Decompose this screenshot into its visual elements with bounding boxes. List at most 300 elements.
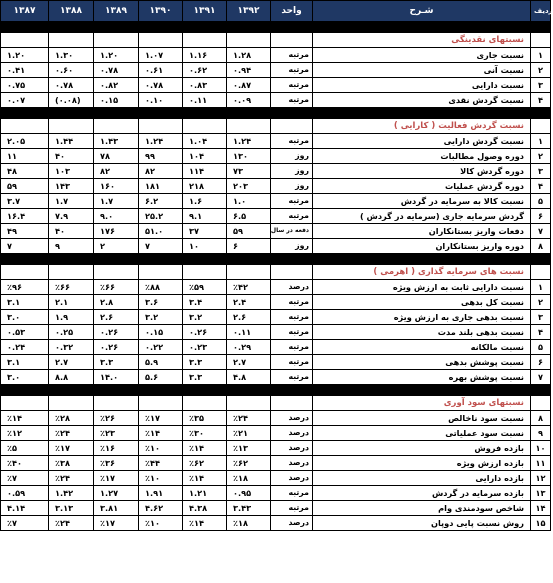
index-cell: ۶ xyxy=(531,355,551,370)
value-cell: ٪۳۰ xyxy=(183,426,227,441)
separator-cell xyxy=(227,108,271,119)
value-cell: ۳.۳ xyxy=(183,355,227,370)
value-cell: ۹.۰ xyxy=(94,209,139,224)
value-cell: ۰.۲۳ xyxy=(183,340,227,355)
year-header: ۱۳۸۹ xyxy=(94,1,139,22)
table-row xyxy=(1,370,551,385)
index-cell: ۶ xyxy=(531,209,551,224)
unit-cell: مرتبه xyxy=(271,78,313,93)
value-cell: ٪۲۳ xyxy=(94,426,139,441)
separator-cell xyxy=(313,22,531,33)
value-cell: ۶.۵ xyxy=(227,209,271,224)
table-row xyxy=(1,471,551,486)
value-cell: ۴۰ xyxy=(49,149,94,164)
description-cell: دوره گردش عملیات xyxy=(313,179,531,194)
value-cell: ۲.۶ xyxy=(94,310,139,325)
empty-cell xyxy=(49,265,94,280)
separator-cell xyxy=(1,254,49,265)
value-cell: ۲۱۸ xyxy=(183,179,227,194)
index-cell: ۲ xyxy=(531,149,551,164)
index-cell: ۸ xyxy=(531,411,551,426)
value-cell: ۱.۲۱ xyxy=(183,486,227,501)
value-cell: ٪۱۷ xyxy=(94,471,139,486)
value-cell: ۳.۳ xyxy=(183,370,227,385)
index-cell: ۸ xyxy=(531,239,551,254)
value-cell: ۰.۶۲ xyxy=(183,63,227,78)
table-row xyxy=(1,164,551,179)
table-row xyxy=(1,426,551,441)
table-row xyxy=(1,456,551,471)
description-cell: نسبت کل بدهی xyxy=(313,295,531,310)
empty-cell xyxy=(49,33,94,48)
unit-cell: مرتبه xyxy=(271,134,313,149)
table-row xyxy=(1,355,551,370)
table-row xyxy=(1,93,551,108)
description-cell: دوره وصول مطالبات xyxy=(313,149,531,164)
value-cell: ۲.۶ xyxy=(227,310,271,325)
value-cell: ۰.۷۸ xyxy=(49,78,94,93)
description-cell: دوره گردش کالا xyxy=(313,164,531,179)
value-cell: ۰.۲۵ xyxy=(49,325,94,340)
unit-cell: درصد xyxy=(271,516,313,531)
unit-cell: مرتبه xyxy=(271,295,313,310)
value-cell: ۳.۶ xyxy=(139,295,183,310)
value-cell: ۰.۲۴ xyxy=(1,340,49,355)
empty-cell xyxy=(227,33,271,48)
separator-cell xyxy=(531,254,551,265)
value-cell: ۰.۳۲ xyxy=(49,340,94,355)
description-cell: نسبت جاری xyxy=(313,48,531,63)
value-cell: ۰.۲۶ xyxy=(94,325,139,340)
section-separator xyxy=(1,254,551,265)
section-title-row xyxy=(1,119,551,134)
value-cell: ۲۵.۲ xyxy=(139,209,183,224)
description-cell: بازده دارایی xyxy=(313,471,531,486)
table-row xyxy=(1,280,551,295)
value-cell: ۰.۹۵ xyxy=(227,486,271,501)
index-cell: ۳ xyxy=(531,310,551,325)
table-row xyxy=(1,149,551,164)
value-cell: ٪۱۸ xyxy=(227,516,271,531)
value-cell: ٪۳۶ xyxy=(94,456,139,471)
table-row xyxy=(1,501,551,516)
value-cell: ۳.۳ xyxy=(94,355,139,370)
value-cell: ٪۱۸ xyxy=(227,471,271,486)
value-cell: ۱.۲۰ xyxy=(1,48,49,63)
empty-cell xyxy=(531,119,551,134)
separator-cell xyxy=(271,254,313,265)
unit-cell: درصد xyxy=(271,471,313,486)
unit-cell: مرتبه xyxy=(271,48,313,63)
value-cell: ۸۲ xyxy=(94,164,139,179)
section-title-row xyxy=(1,396,551,411)
table-row xyxy=(1,325,551,340)
value-cell: ٪۱۴ xyxy=(139,426,183,441)
value-cell: ۱.۰۷ xyxy=(139,48,183,63)
value-cell: ٪۴۲ xyxy=(227,280,271,295)
value-cell: ۱۷۶ xyxy=(94,224,139,239)
description-cell: بازده سرمایه در گردش xyxy=(313,486,531,501)
value-cell: ۰.۱۵ xyxy=(139,325,183,340)
value-cell: ۳.۱ xyxy=(1,355,49,370)
empty-cell xyxy=(183,265,227,280)
value-cell: ٪۳۸ xyxy=(49,456,94,471)
value-cell: ۱.۴۲ xyxy=(49,486,94,501)
index-cell: ۴ xyxy=(531,179,551,194)
value-cell: ۰.۶۰ xyxy=(49,63,94,78)
value-cell: ۰.۹۴ xyxy=(227,63,271,78)
table-row xyxy=(1,194,551,209)
value-cell: ٪۲۴ xyxy=(49,426,94,441)
value-cell: ۵۹ xyxy=(227,224,271,239)
empty-cell xyxy=(94,396,139,411)
value-cell: ۱.۲۰ xyxy=(94,48,139,63)
description-cell: روش نسبت پایی دوپان xyxy=(313,516,531,531)
unit-cell: مرتبه xyxy=(271,93,313,108)
value-cell: ۱۱۴ xyxy=(183,164,227,179)
description-cell: نسبت آنی xyxy=(313,63,531,78)
value-cell: ۳.۴۳ xyxy=(227,501,271,516)
value-cell: ۱۰۴ xyxy=(183,149,227,164)
value-cell: ۱۱ xyxy=(1,149,49,164)
description-cell: نسبت مالکانه xyxy=(313,340,531,355)
index-cell: ۱ xyxy=(531,280,551,295)
table-body xyxy=(1,1,551,531)
value-cell: ٪۲۴ xyxy=(49,471,94,486)
value-cell: ٪۱۴ xyxy=(183,516,227,531)
value-cell: ۱.۲۷ xyxy=(94,486,139,501)
description-cell: گردش سرمایه جاری (سرمایه در گردش ) xyxy=(313,209,531,224)
value-cell: ۰.۲۲ xyxy=(139,340,183,355)
value-cell: ۰.۴۱ xyxy=(1,63,49,78)
section-title-row xyxy=(1,265,551,280)
value-cell: ۱۴۳ xyxy=(49,179,94,194)
value-cell: ٪۲۱ xyxy=(227,426,271,441)
value-cell: ۰.۱۱ xyxy=(183,93,227,108)
value-cell: ۰.۱۰ xyxy=(139,93,183,108)
value-cell: ۷.۹ xyxy=(49,209,94,224)
section-separator xyxy=(1,108,551,119)
value-cell: ۰.۲۶ xyxy=(183,325,227,340)
value-cell: ۴.۱۴ xyxy=(1,501,49,516)
value-cell: ٪۶۲ xyxy=(183,456,227,471)
value-cell: ۷ xyxy=(139,239,183,254)
value-cell: ۱.۹۱ xyxy=(139,486,183,501)
value-cell: ۲ xyxy=(94,239,139,254)
empty-cell xyxy=(139,265,183,280)
table-row xyxy=(1,310,551,325)
value-cell: ۲.۸ xyxy=(94,295,139,310)
value-cell: ۲.۴ xyxy=(227,295,271,310)
value-cell: ۰.۷۸ xyxy=(94,63,139,78)
value-cell: ۱.۰۴ xyxy=(183,134,227,149)
separator-cell xyxy=(49,22,94,33)
description-cell: نسبت پوشش بدهی xyxy=(313,355,531,370)
value-cell: ۱۴.۰ xyxy=(94,370,139,385)
value-cell: ۸۲ xyxy=(139,164,183,179)
unit-cell: روز xyxy=(271,149,313,164)
value-cell: ۳.۲ xyxy=(183,310,227,325)
value-cell: ٪۶۲ xyxy=(227,456,271,471)
table-row xyxy=(1,63,551,78)
value-cell: ۳.۲ xyxy=(139,310,183,325)
value-cell: ٪۱۶ xyxy=(94,441,139,456)
index-cell: ۷ xyxy=(531,224,551,239)
empty-cell xyxy=(183,33,227,48)
unit-cell: مرتبه xyxy=(271,194,313,209)
index-cell: ۳ xyxy=(531,164,551,179)
value-cell: ۸.۸ xyxy=(49,370,94,385)
description-cell: دفعات واریز بستانکاران xyxy=(313,224,531,239)
separator-cell xyxy=(94,108,139,119)
separator-cell xyxy=(139,108,183,119)
index-cell: ۵ xyxy=(531,340,551,355)
unit-cell: مرتبه xyxy=(271,355,313,370)
value-cell: ۷ xyxy=(1,239,49,254)
year-header: ۱۳۹۰ xyxy=(139,1,183,22)
value-cell: ۶ xyxy=(227,239,271,254)
year-header: ۱۳۸۷ xyxy=(1,1,49,22)
value-cell: ٪۸۸ xyxy=(139,280,183,295)
separator-cell xyxy=(271,385,313,396)
description-cell: نسبت گردش دارایی xyxy=(313,134,531,149)
value-cell: ۰.۱۱ xyxy=(227,325,271,340)
section-title-row xyxy=(1,33,551,48)
unit-cell: روز xyxy=(271,164,313,179)
separator-cell xyxy=(94,254,139,265)
value-cell: ۰.۷۸ xyxy=(139,78,183,93)
empty-cell xyxy=(531,396,551,411)
table-row xyxy=(1,340,551,355)
value-cell: ۰.۰۷ xyxy=(1,93,49,108)
value-cell: ٪۴۰ xyxy=(1,456,49,471)
value-cell: ۴۹ xyxy=(1,224,49,239)
empty-cell xyxy=(271,33,313,48)
separator-cell xyxy=(227,385,271,396)
empty-cell xyxy=(227,265,271,280)
index-cell: ۲ xyxy=(531,295,551,310)
value-cell: ۱۰۳ xyxy=(49,164,94,179)
value-cell: ۹۹ xyxy=(139,149,183,164)
value-cell: ٪۲۶ xyxy=(94,411,139,426)
unit-cell: مرتبه xyxy=(271,486,313,501)
unit-cell: درصد xyxy=(271,411,313,426)
value-cell: ۵۱.۰ xyxy=(139,224,183,239)
value-cell: ۴۰ xyxy=(49,224,94,239)
index-header: ردیف xyxy=(531,1,551,22)
section-title: نسبت های سرمایه گذاری ( اهرمی ) xyxy=(313,265,531,280)
unit-cell: درصد xyxy=(271,280,313,295)
value-cell: ٪۱۷ xyxy=(94,516,139,531)
value-cell: ۲.۱ xyxy=(49,295,94,310)
separator-cell xyxy=(227,254,271,265)
table-row xyxy=(1,411,551,426)
description-cell: نسبت دارایی xyxy=(313,78,531,93)
value-cell: ٪۵ xyxy=(1,441,49,456)
unit-cell: دفعه در سال xyxy=(271,224,313,239)
description-cell: نسبت دارایی ثابت به ارزش ویژه xyxy=(313,280,531,295)
unit-cell: مرتبه xyxy=(271,63,313,78)
separator-cell xyxy=(271,108,313,119)
value-cell: ٪۴۴ xyxy=(139,456,183,471)
empty-cell xyxy=(94,265,139,280)
description-cell: نسبت بدهی جاری به ارزش ویژه xyxy=(313,310,531,325)
separator-cell xyxy=(531,22,551,33)
table-row xyxy=(1,516,551,531)
value-cell: ٪۹۶ xyxy=(1,280,49,295)
value-cell: ۵.۹ xyxy=(139,355,183,370)
unit-cell: روز xyxy=(271,239,313,254)
empty-cell xyxy=(94,33,139,48)
table-row xyxy=(1,239,551,254)
empty-cell xyxy=(49,396,94,411)
separator-cell xyxy=(94,22,139,33)
empty-cell xyxy=(139,396,183,411)
separator-cell xyxy=(271,22,313,33)
value-cell: ۷۳ xyxy=(227,164,271,179)
value-cell: ٪۱۴ xyxy=(1,411,49,426)
value-cell: ٪۶۶ xyxy=(49,280,94,295)
value-cell: ۰.۵۹ xyxy=(1,486,49,501)
separator-cell xyxy=(49,254,94,265)
value-cell: ۳.۱ xyxy=(1,295,49,310)
description-cell: دوره واریز بستانکاران xyxy=(313,239,531,254)
separator-cell xyxy=(1,22,49,33)
value-cell: ۳.۰ xyxy=(1,370,49,385)
value-cell: ۳۷ xyxy=(183,224,227,239)
separator-cell xyxy=(183,385,227,396)
value-cell: ۴.۳۸ xyxy=(183,501,227,516)
value-cell: ۳.۴ xyxy=(183,295,227,310)
separator-cell xyxy=(313,108,531,119)
section-separator xyxy=(1,22,551,33)
empty-cell xyxy=(531,33,551,48)
value-cell: ۰.۸۳ xyxy=(183,78,227,93)
value-cell: ۰.۷۵ xyxy=(1,78,49,93)
table-row xyxy=(1,224,551,239)
index-cell: ۵ xyxy=(531,194,551,209)
value-cell: ۳.۱۳ xyxy=(49,501,94,516)
separator-cell xyxy=(49,385,94,396)
value-cell: ۱.۱۶ xyxy=(183,48,227,63)
empty-cell xyxy=(139,33,183,48)
year-header: ۱۳۹۱ xyxy=(183,1,227,22)
value-cell: ۴۸ xyxy=(1,164,49,179)
unit-cell: درصد xyxy=(271,441,313,456)
separator-cell xyxy=(139,22,183,33)
value-cell: ٪۱۷ xyxy=(49,441,94,456)
separator-cell xyxy=(183,254,227,265)
value-cell: ۱۶۰ xyxy=(94,179,139,194)
value-cell: ٪۱۴ xyxy=(183,441,227,456)
index-cell: ۱۴ xyxy=(531,501,551,516)
index-cell: ۱۰ xyxy=(531,441,551,456)
unit-cell: درصد xyxy=(271,426,313,441)
index-cell: ۱۱ xyxy=(531,456,551,471)
description-cell: نسبت گردش نقدی xyxy=(313,93,531,108)
empty-cell xyxy=(1,33,49,48)
unit-cell: روز xyxy=(271,179,313,194)
value-cell: ۰.۰۹ xyxy=(227,93,271,108)
section-title: نسبت گردش فعالیت ( کارایی ) xyxy=(313,119,531,134)
table-row xyxy=(1,486,551,501)
table-row xyxy=(1,441,551,456)
value-cell: ۱.۷ xyxy=(94,194,139,209)
unit-cell: مرتبه xyxy=(271,370,313,385)
index-cell: ۱ xyxy=(531,134,551,149)
value-cell: ۵.۶ xyxy=(139,370,183,385)
separator-cell xyxy=(183,22,227,33)
separator-cell xyxy=(49,108,94,119)
value-cell: ٪۷ xyxy=(1,471,49,486)
description-header: شـرح xyxy=(313,1,531,22)
value-cell: ۱.۴۴ xyxy=(49,134,94,149)
description-cell: نسبت سود ناخالص xyxy=(313,411,531,426)
description-cell: نسبت سود عملیاتی xyxy=(313,426,531,441)
section-separator xyxy=(1,385,551,396)
unit-header: واحد xyxy=(271,1,313,22)
value-cell: ٪۱۰ xyxy=(139,516,183,531)
table-row xyxy=(1,179,551,194)
empty-cell xyxy=(1,396,49,411)
unit-cell: مرتبه xyxy=(271,340,313,355)
value-cell: ۲۰۳ xyxy=(227,179,271,194)
value-cell: ٪۱۷ xyxy=(139,411,183,426)
value-cell: ٪۲۸ xyxy=(49,411,94,426)
separator-cell xyxy=(531,385,551,396)
description-cell: نسبت بدهی بلند مدت xyxy=(313,325,531,340)
table-row xyxy=(1,209,551,224)
index-cell: ۴ xyxy=(531,93,551,108)
index-cell: ۴ xyxy=(531,325,551,340)
table-row xyxy=(1,295,551,310)
empty-cell xyxy=(531,265,551,280)
value-cell: ٪۲۴ xyxy=(227,411,271,426)
index-cell: ۱ xyxy=(531,48,551,63)
value-cell: ۱.۴۳ xyxy=(94,134,139,149)
index-cell: ۱۵ xyxy=(531,516,551,531)
value-cell: ۲.۰۵ xyxy=(1,134,49,149)
value-cell: ٪۵۹ xyxy=(183,280,227,295)
empty-cell xyxy=(49,119,94,134)
value-cell: ۱۸۱ xyxy=(139,179,183,194)
value-cell: ۰.۲۶ xyxy=(94,340,139,355)
table-row xyxy=(1,48,551,63)
description-cell: شاخص سودمندی وام xyxy=(313,501,531,516)
separator-cell xyxy=(227,22,271,33)
value-cell: ۲.۷ xyxy=(227,355,271,370)
value-cell: ٪۱۲ xyxy=(1,426,49,441)
value-cell: ۱۳۰ xyxy=(227,149,271,164)
value-cell: ۰.۶۱ xyxy=(139,63,183,78)
table-row xyxy=(1,134,551,149)
index-cell: ۱۲ xyxy=(531,471,551,486)
value-cell: ٪۳۵ xyxy=(183,411,227,426)
value-cell: ۱۶.۴ xyxy=(1,209,49,224)
value-cell: ۱۰ xyxy=(183,239,227,254)
value-cell: ۰.۲۹ xyxy=(227,340,271,355)
description-cell: نسبت کالا به سرمایه در گردش xyxy=(313,194,531,209)
value-cell: ۰.۱۵ xyxy=(94,93,139,108)
value-cell: ۹ xyxy=(49,239,94,254)
index-cell: ۷ xyxy=(531,370,551,385)
empty-cell xyxy=(94,119,139,134)
index-cell: ۳ xyxy=(531,78,551,93)
year-header: ۱۳۸۸ xyxy=(49,1,94,22)
value-cell: ۲.۷ xyxy=(49,355,94,370)
empty-cell xyxy=(271,396,313,411)
unit-cell: درصد xyxy=(271,456,313,471)
